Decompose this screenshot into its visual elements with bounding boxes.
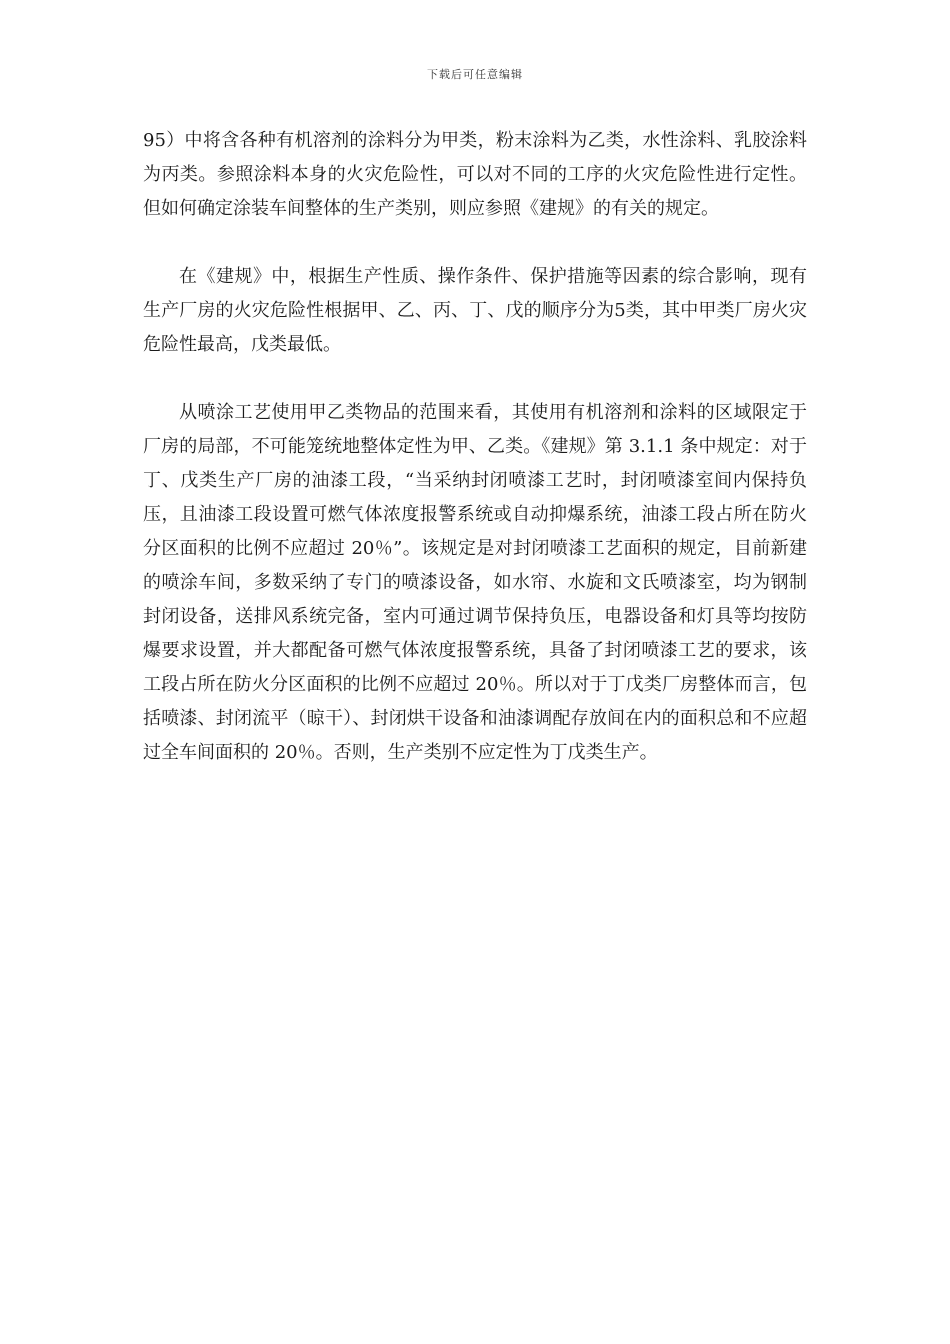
paragraph-building-code-classes: 在《建规》中，根据生产性质、操作条件、保护措施等因素的综合影响，现有生产厂房的火灾危险性根据甲、乙、丙、丁、戊的顺序分为5类，其中甲类厂房火灾危险性最高，戊类最低。	[143, 266, 807, 355]
document-body	[143, 124, 807, 770]
page-header-note: 下载后可任意编辑	[427, 68, 523, 81]
paragraph-coating-classification: 95）中将含各种有机溶剂的涂料分为甲类，粉末涂料为乙类，水性涂料、乳胶涂料为丙类。参照涂料本身的火灾危险性，可以对不同的工序的火灾危险性进行定性。但如何确定涂装车间整体的生产类别，则应参照《建规》的有关的规定。	[143, 130, 807, 219]
paragraph-spray-process-area: 从喷涂工艺使用甲乙类物品的范围来看，其使用有机溶剂和涂料的区域限定于厂房的局部，不可能笼统地整体定性为甲、乙类。《建规》第 3.1.1 条中规定：对于丁、戊类生产厂房的油漆工段，“当采纳封闭喷漆工艺时，封闭喷漆室间内保持负压，且油漆工段设置可燃气体浓度报警系统或自动抑爆系统，油漆工段占所在防火分区面积的比例不应超过 20％”。该规定是对封闭喷漆工艺面积的规定，目前新建的喷涂车间，多数采纳了专门的喷漆设备，如水帘、水旋和文氏喷漆室，均为钢制封闭设备，送排风系统完备，室内可通过调节保持负压，电器设备和灯具等均按防爆要求设置，并大都配备可燃气体浓度报警系统，具备了封闭喷漆工艺的要求，该工段占所在防火分区面积的比例不应超过 20％。所以对于丁戊类厂房整体而言，包括喷漆、封闭流平（晾干）、封闭烘干设备和油漆调配存放间在内的面积总和不应超过全车间面积的 20％。否则，生产类别不应定性为丁戊类生产。	[143, 402, 807, 763]
